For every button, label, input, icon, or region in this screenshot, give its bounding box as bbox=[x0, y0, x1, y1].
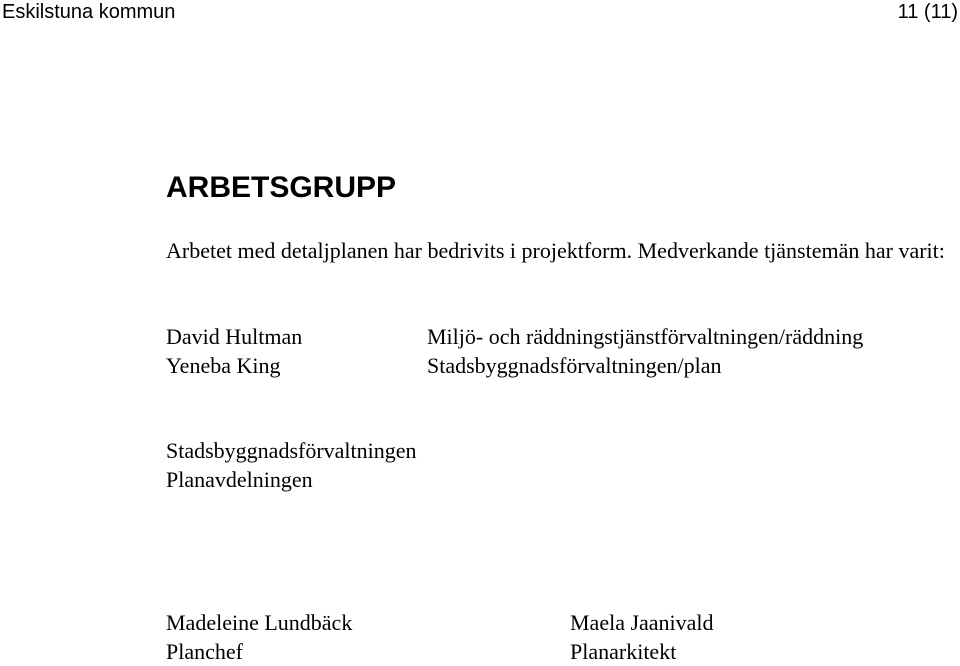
header-page-number: 11 (11) bbox=[897, 1, 958, 23]
intro-paragraph: Arbetet med detaljplanen har bedrivits i projektform. Medverkande tjänstemän har varit: bbox=[166, 238, 945, 263]
member-names-column bbox=[166, 322, 302, 380]
signatory-block bbox=[570, 608, 714, 666]
department-unit: Planavdelningen bbox=[166, 467, 313, 492]
member-name: Yeneba King bbox=[166, 353, 281, 378]
signatory-title: Planarkitekt bbox=[570, 639, 677, 664]
signatory-title: Planchef bbox=[166, 639, 243, 664]
header-organization: Eskilstuna kommun bbox=[2, 1, 176, 23]
signatory-name: Madeleine Lundbäck bbox=[166, 610, 353, 635]
section-title: ARBETSGRUPP bbox=[166, 171, 397, 204]
member-name: David Hultman bbox=[166, 324, 303, 349]
department-block bbox=[166, 436, 417, 494]
member-role: Miljö- och räddningstjänstförvaltningen/räddning bbox=[427, 324, 864, 349]
signatory-block bbox=[166, 608, 352, 666]
signatory-name: Maela Jaanivald bbox=[570, 610, 714, 635]
member-role: Stadsbyggnadsförvaltningen/plan bbox=[427, 353, 722, 378]
member-roles-column bbox=[427, 322, 863, 380]
department-administration: Stadsbyggnadsförvaltningen bbox=[166, 438, 417, 463]
